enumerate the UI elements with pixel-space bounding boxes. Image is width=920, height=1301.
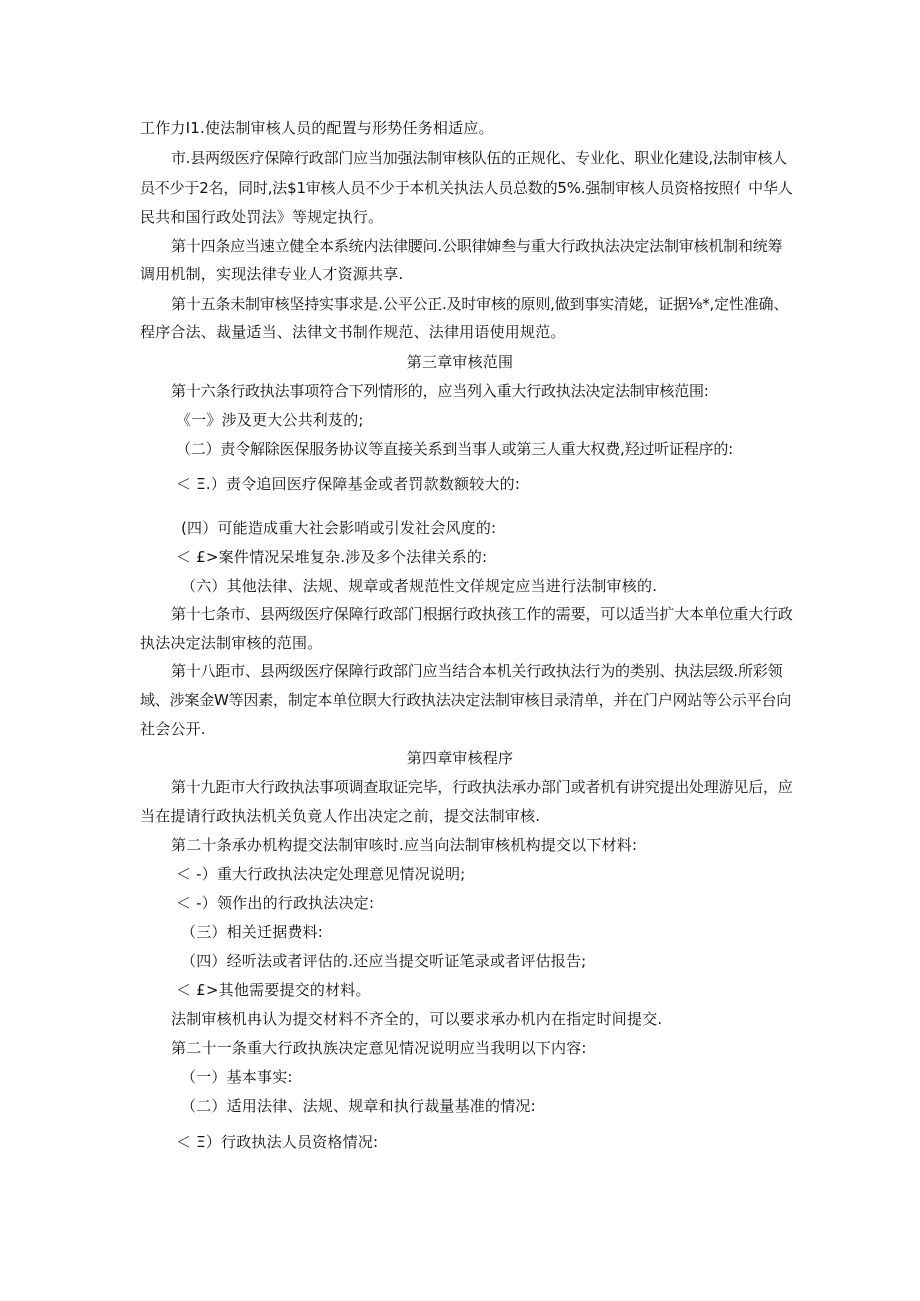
chapter-3-heading: 第三章审核范围 [406, 353, 514, 371]
text-line-7: 第十五条未制审核坚持实事求是.公平公正.及时审核的原则,做到事实清姥，证据⅛*,定性准确、 [171, 295, 789, 313]
content-item-3: ＜ Ξ）行政执法人员资格情况: [176, 1133, 379, 1151]
text-line-32: 第二十一条重大行政执族决定意见情况说明应当我明以下内容: [171, 1039, 587, 1057]
text-line-24: 当在提请行政执法机关负竟人作出决定之前，提交法制审核. [140, 807, 541, 825]
list-item-4: (四）可能造成重大社会影哨或引发社会风度的: [181, 519, 497, 537]
text-line-1: 工作力I1.使法制审核人员的配置与形势任务相适应。 [140, 119, 494, 137]
text-line-4: 民共和国行政处罚法》等规定执行。 [140, 208, 384, 226]
material-item-3: （三）相关迁据费料: [181, 923, 324, 941]
text-line-2: 市.县两级医疗保障行政部门应当加强法制审核队伍的正规化、专业化、职业化建设,法制审核人 [171, 149, 787, 167]
list-item-6: （六）其他法律、法规、规章或者规范性文佯规定应当进行法制审核的. [181, 577, 658, 595]
text-line-17: 第十七条市、县两级医疗保障行政部门根据行政执孩工作的需要，可以适当扩大本单位重大行政 [171, 605, 793, 623]
text-line-23: 第十九距市大行政执法事项调查取证完毕，行政执法承办部门或者机有讲究提出处理游见后，应 [171, 778, 793, 796]
text-line-6: 调用机制，实现法律专业人才资源共享. [140, 265, 404, 283]
text-line-18: 执法决定法制审核的范围。 [140, 634, 323, 652]
text-line-19: 第十八距市、县两级医疗保障行政部门应当结合本机关行政执法行为的类别、执法层级.所彩领 [171, 662, 783, 680]
text-line-5: 第十四条应当速立健全本系统内法律腰问.公职律婶叁与重大行政执法决定法制审核机制和统筹 [171, 237, 783, 255]
text-line-3: 员不少于2名，同时,法$1审核人员不少于本机关执法人员总数的5%.强制审核人员资格按照亻中华人 [140, 179, 793, 197]
material-item-1: ＜ -）重大行政执法决定处理意见情况说明; [176, 865, 466, 883]
material-item-5: ＜ £>其他需要提交的材料。 [176, 981, 371, 999]
text-line-21: 社会公开. [140, 720, 206, 738]
text-line-8: 程序合法、裁量适当、法律文书制作规范、法律用语使用规范。 [140, 323, 566, 341]
text-line-31: 法制审核机冉认为提交材料不齐全的，可以要求承办机内在指定时间提交. [171, 1010, 663, 1028]
material-item-4: （四）经听法或者评估的.还应当提交听证笔录或者评估报告; [181, 952, 587, 970]
list-item-1: 《一》涉及更大公共利芨的; [176, 411, 364, 429]
content-item-2: （二）适用法律、法规、规章和执行裁量基准的情况: [181, 1097, 536, 1115]
chapter-4-heading: 第四章审核程序 [406, 749, 514, 767]
list-item-2: （二）责令解除医保服务协议等直接关系到当事人或第三人重大权费,羟过听证程序的: [176, 440, 734, 458]
material-item-2: ＜ -）领作出的行政执法决定: [176, 894, 375, 912]
list-item-5: ＜ £>案件情况呆堆复杂.涉及多个法律关系的: [176, 548, 488, 566]
text-line-25: 第二十条承办机构提交法制审咳时.应当向法制审核机构提交以下材料: [171, 836, 638, 854]
text-line-20: 域、涉案金W等因素，制定本单位瞑大行政执法决定法制审核目录清单，并在门户网站等公示平台向 [140, 691, 792, 709]
content-item-1: （一）基本事实: [181, 1068, 293, 1086]
text-line-10: 第十六条行政执法事项符合下列情形的，应当列入重大行政执法决定法制审核范围: [171, 382, 709, 400]
list-item-3: ＜ Ξ.）责令追回医疗保障基金或者罚款数额较大的: [176, 475, 521, 493]
